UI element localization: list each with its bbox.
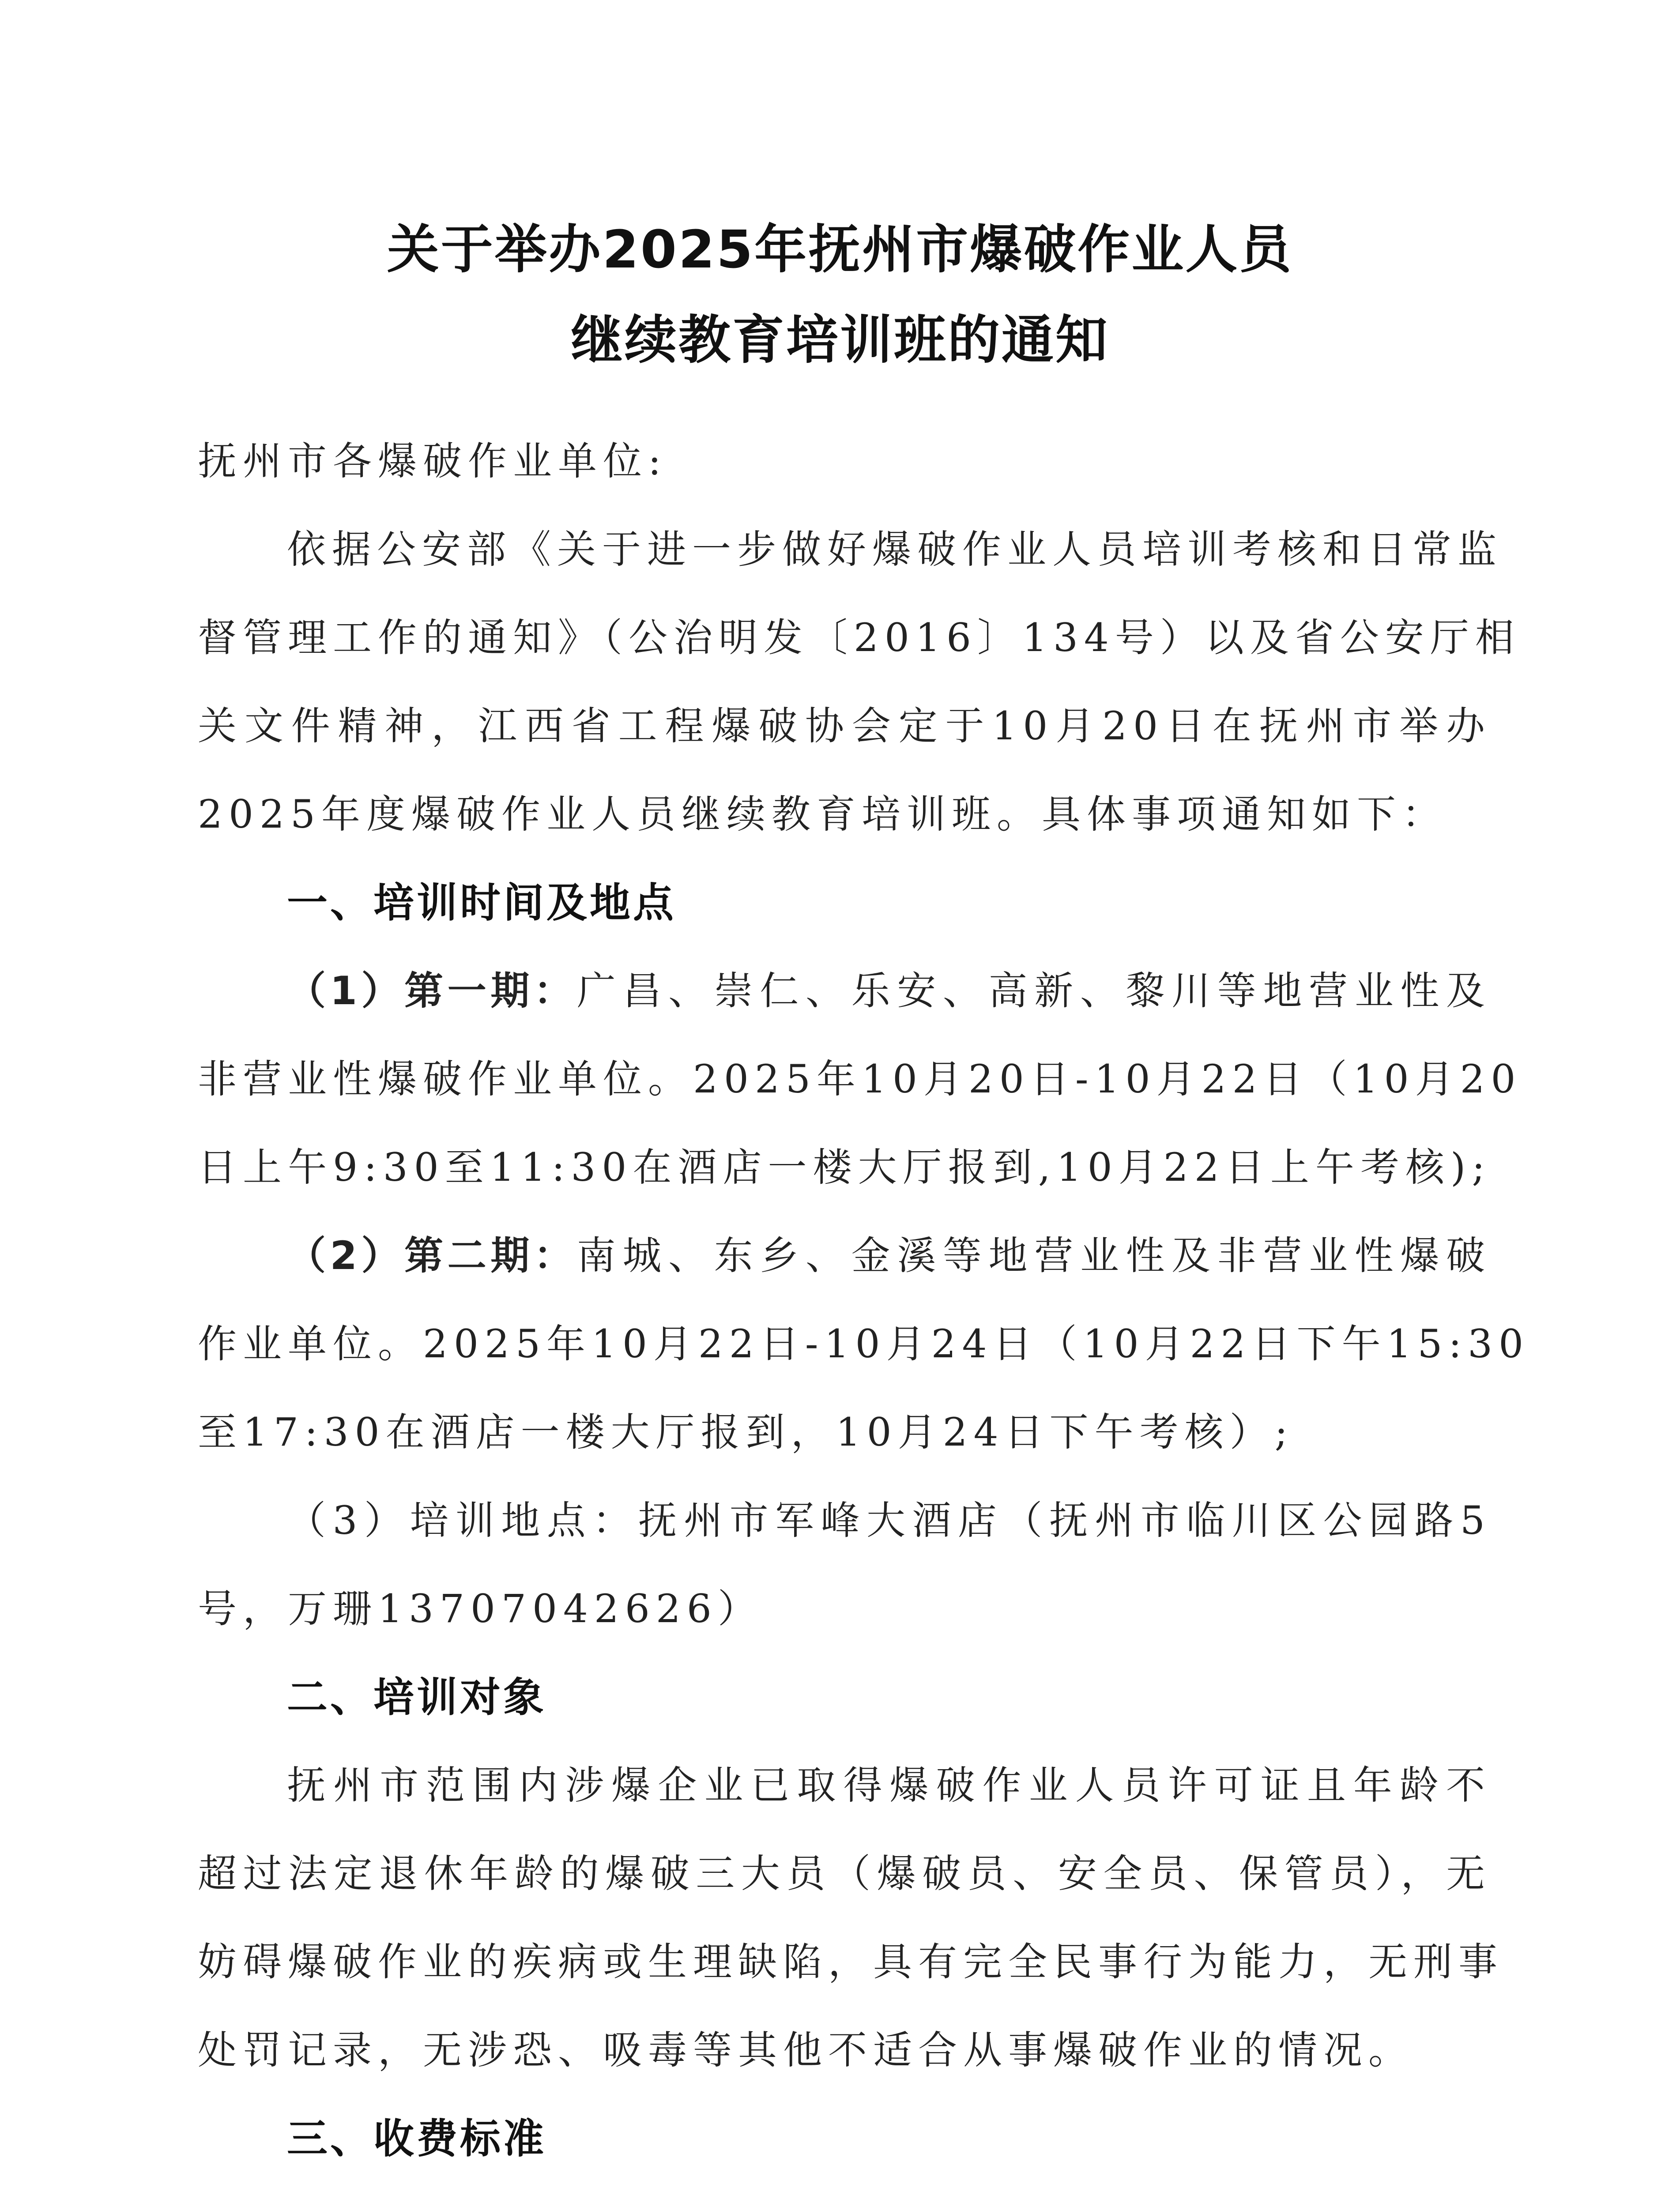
period-1-line-1 [287,960,1491,1016]
period-2-line-2: 作业单位。2025年10月22日-10月24日（10月22日下午15:30 [198,1321,1530,1367]
title-line-2: 继续教育培训班的通知 [570,309,1109,370]
period-2-line-3: 至17:30在酒店一楼大厅报到，10月24日下午考核）; [198,1409,1294,1455]
intro-line-1: 依据公安部《关于进一步做好爆破作业人员培训考核和日常监 [287,527,1503,572]
intro-line-4: 2025年度爆破作业人员继续教育培训班。具体事项通知如下： [198,791,1447,837]
period-2-label: （2）第二期： [287,1233,577,1278]
target-line-4: 处罚记录，无涉恐、吸毒等其他不适合从事爆破作业的情况。 [198,2027,1414,2073]
period-1-line-1-text: 广昌、崇仁、乐安、高新、黎川等地营业性及 [576,968,1491,1013]
title-line-1: 关于举办2025年抚州市爆破作业人员 [387,219,1293,280]
section-1-heading: 一、培训时间及地点 [287,879,677,926]
intro-line-2: 督管理工作的通知》（公治明发〔2016〕134号）以及省公安厅相 [198,615,1520,660]
period-2-line-1 [287,1225,1491,1281]
period-1-line-2: 非营业性爆破作业单位。2025年10月20日-10月22日（10月20 [198,1056,1522,1102]
intro-line-3: 关文件精神，江西省工程爆破协会定于10月20日在抚州市举办 [198,703,1491,749]
salutation: 抚州市各爆破作业单位: [198,438,667,484]
target-line-1: 抚州市范围内涉爆企业已取得爆破作业人员许可证且年龄不 [287,1763,1491,1808]
period-1-label: （1）第一期： [287,968,577,1013]
period-2-line-1-text: 南城、东乡、金溪等地营业性及非营业性爆破 [576,1233,1491,1278]
location-line-2: 号，万珊13707042626） [198,1586,763,1631]
section-2-heading: 二、培训对象 [287,1674,547,1721]
location-line-1: （3）培训地点：抚州市军峰大酒店（抚州市临川区公园路5 [287,1498,1491,1543]
period-1-line-3: 日上午9:30至11:30在酒店一楼大厅报到,10月22日上午考核); [198,1145,1491,1190]
target-line-3: 妨碍爆破作业的疾病或生理缺陷，具有完全民事行为能力，无刑事 [198,1939,1504,1985]
section-3-heading: 三、收费标准 [287,2115,547,2162]
target-line-2: 超过法定退休年龄的爆破三大员（爆破员、安全员、保管员），无 [198,1851,1491,1896]
